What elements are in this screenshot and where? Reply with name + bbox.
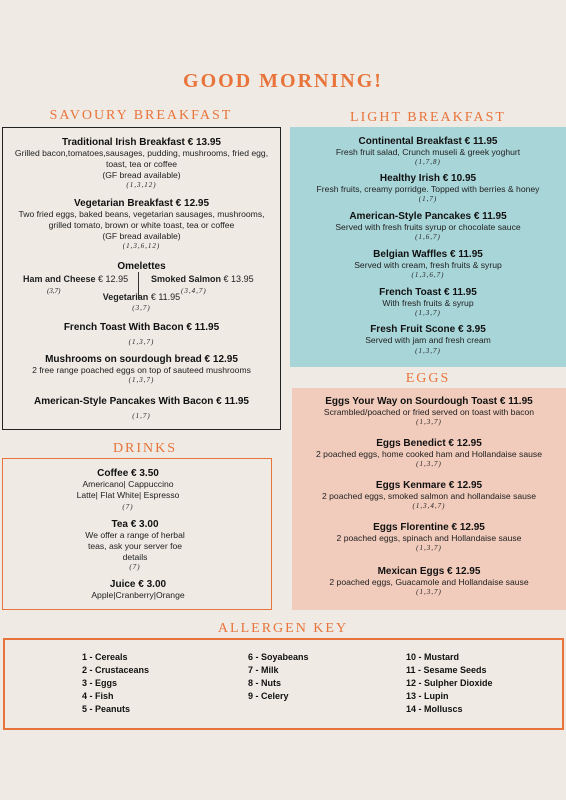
allergen-entry: 13 - Lupin — [406, 691, 449, 701]
item-name: Mushrooms on sourdough bread € 12.95 — [45, 354, 238, 365]
item-desc: 2 poached eggs, Guacamole and Hollandaise sause — [329, 577, 529, 587]
allergen-column-3 — [406, 651, 493, 716]
item-name: Continental Breakfast € 11.95 — [358, 136, 498, 147]
item-price: € 12.95 — [98, 274, 129, 284]
menu-item — [294, 566, 564, 596]
item-allergens: (3,7) — [132, 304, 151, 312]
item-price: € 11.95 — [150, 292, 181, 302]
allergen-entry: 11 - Sesame Seeds — [406, 665, 487, 675]
menu-item — [294, 324, 562, 355]
item-name: Vegetarian Breakfast € 12.95 — [73, 198, 210, 209]
item-allergens: (1,3,7) — [416, 460, 442, 468]
item-desc: We offer a range of herbal teas, ask your server foe details — [85, 530, 185, 562]
item-desc: 2 poached eggs, spinach and Hollandaise sause — [336, 533, 522, 543]
item-allergens: (1,3,7) — [415, 347, 441, 355]
item-note: (GF bread available) — [102, 231, 181, 241]
item-allergens: (1,7) — [418, 195, 438, 203]
omelettes-heading — [3, 261, 280, 272]
menu-item — [294, 211, 562, 241]
allergen-entry: 2 - Crustaceans — [82, 665, 150, 675]
allergen-key-heading: ALLERGEN KEY — [217, 621, 349, 636]
item-name: Smoked Salmon — [151, 274, 222, 284]
item-allergens: (1,3,12) — [126, 181, 157, 189]
item-allergens: (1,7,8) — [415, 158, 441, 166]
item-name: Ham and Cheese — [23, 274, 96, 284]
item-desc: Apple|Cranberry|Orange — [91, 590, 185, 600]
item-desc: Two fried eggs, baked beans, vegetarian sausages, mushrooms, grilled tomato, brown or white toast, tea or coffee — [18, 209, 265, 230]
item-desc: Served with jam and fresh cream — [365, 335, 491, 345]
eggs-heading: EGGS — [405, 371, 451, 386]
item-allergens: (3,7) — [47, 287, 61, 295]
savoury-heading: SAVOURY BREAKFAST — [49, 108, 233, 123]
item-allergens: (1,3,4,7) — [412, 502, 446, 510]
savoury-section — [2, 127, 281, 430]
item-desc: Scrambled/poached or fried served on toast with bacon — [323, 407, 535, 417]
item-allergens: (7) — [129, 563, 141, 571]
item-name: French Toast € 11.95 — [379, 287, 477, 298]
allergen-entry: 12 - Sulpher Dioxide — [406, 678, 493, 688]
drinks-heading: DRINKS — [112, 441, 178, 456]
item-name: Eggs Kenmare € 12.95 — [375, 480, 483, 491]
item-desc: Latte| Flat White| Espresso — [76, 490, 180, 500]
item-allergens: (1,7) — [132, 412, 151, 420]
menu-item — [294, 249, 562, 279]
item-name: French Toast With Bacon € 11.95 — [63, 322, 220, 333]
item-desc: 2 poached eggs, home cooked ham and Hollandaise sause — [316, 449, 542, 459]
menu-item — [63, 468, 193, 511]
item-allergens: (3,4,7) — [181, 287, 207, 295]
item-desc: With fresh fruits & syrup — [382, 298, 474, 308]
menu-item — [75, 519, 195, 571]
menu-item — [294, 173, 562, 203]
item-name: Vegetarian — [102, 292, 149, 302]
allergen-entry: 9 - Celery — [248, 691, 289, 701]
drinks-section — [2, 458, 272, 610]
item-desc: 2 free range poached eggs on top of sauteed mushrooms — [32, 365, 251, 375]
allergen-entry: 3 - Eggs — [82, 678, 118, 688]
item-desc: 2 poached eggs, smoked salmon and hollandaise sause — [321, 491, 537, 501]
item-name: Eggs Florentine € 12.95 — [373, 522, 485, 533]
allergen-column-2 — [248, 651, 309, 703]
allergen-key-section — [3, 638, 564, 730]
allergen-entry: 14 - Molluscs — [406, 704, 463, 714]
menu-item — [9, 354, 274, 384]
menu-item — [9, 198, 274, 250]
item-allergens: (1,6,7) — [415, 233, 441, 241]
menu-item — [294, 522, 564, 552]
allergen-entry: 8 - Nuts — [248, 678, 282, 688]
menu-item — [294, 438, 564, 468]
item-name: Tea € 3.00 — [111, 519, 159, 530]
item-name: Juice € 3.00 — [109, 579, 167, 590]
allergen-entry: 6 - Soyabeans — [248, 652, 309, 662]
item-allergens: (1,3,7) — [416, 418, 442, 426]
menu-item — [294, 480, 564, 510]
page-title: GOOD MORNING! — [183, 70, 383, 92]
menu-item — [294, 287, 562, 317]
item-allergens: (1,3,6,7) — [411, 271, 445, 279]
light-section — [290, 127, 566, 367]
light-heading: LIGHT BREAKFAST — [350, 110, 506, 125]
item-note: (GF bread available) — [102, 170, 181, 180]
allergen-entry: 10 - Mustard — [406, 652, 460, 662]
allergen-column-1 — [82, 651, 149, 716]
item-name: American-Style Pancakes With Bacon € 11.95 — [33, 396, 249, 407]
item-allergens: (1,3,6,12) — [122, 242, 161, 250]
item-name: Fresh Fruit Scone € 3.95 — [370, 324, 486, 335]
item-name: American-Style Pancakes € 11.95 — [349, 211, 507, 222]
item-desc: Americano| Cappuccino — [82, 479, 174, 489]
item-name: Healthy Irish € 10.95 — [379, 173, 477, 184]
item-price: € 13.95 — [223, 274, 254, 284]
item-desc: Served with fresh fruits syrup or chocolate sauce — [335, 222, 521, 232]
item-desc: Fresh fruits, creamy porridge. Topped with berries & honey — [316, 184, 540, 194]
item-allergens: (1,3,7) — [416, 544, 442, 552]
item-allergens: (1,3,7) — [416, 588, 442, 596]
item-allergens: (1,3,7) — [128, 338, 155, 346]
item-desc: Fresh fruit salad, Crunch museli & greek yoghurt — [335, 147, 521, 157]
item-name: Traditional Irish Breakfast € 13.95 — [62, 137, 221, 148]
allergen-entry: 1 - Cereals — [82, 652, 128, 662]
item-desc: Served with cream, fresh fruits & syrup — [354, 260, 502, 270]
item-desc: Grilled bacon,tomatoes,sausages, pudding, mushrooms, fried egg, toast, tea or coffee — [14, 148, 269, 169]
menu-item — [294, 136, 562, 166]
menu-item — [9, 396, 274, 420]
omelettes-label: Omelettes — [117, 261, 166, 272]
omelette-veg — [3, 292, 280, 312]
item-allergens: (1,3,7) — [415, 309, 441, 317]
menu-item — [294, 396, 564, 426]
menu-item — [63, 579, 213, 601]
allergen-entry: 4 - Fish — [82, 691, 114, 701]
item-name: Eggs Your Way on Sourdough Toast € 11.95 — [325, 396, 533, 407]
item-name: Coffee € 3.50 — [97, 468, 159, 479]
item-allergens: (1,3,7) — [128, 376, 155, 384]
eggs-section — [292, 388, 566, 610]
item-allergens: (7) — [122, 503, 134, 511]
allergen-entry: 5 - Peanuts — [82, 704, 131, 714]
item-name: Belgian Waffles € 11.95 — [373, 249, 483, 260]
allergen-entry: 7 - Milk — [248, 665, 279, 675]
menu-item — [9, 137, 274, 189]
menu-item — [9, 322, 274, 346]
item-name: Eggs Benedict € 12.95 — [376, 438, 482, 449]
item-name: Mexican Eggs € 12.95 — [377, 566, 481, 577]
